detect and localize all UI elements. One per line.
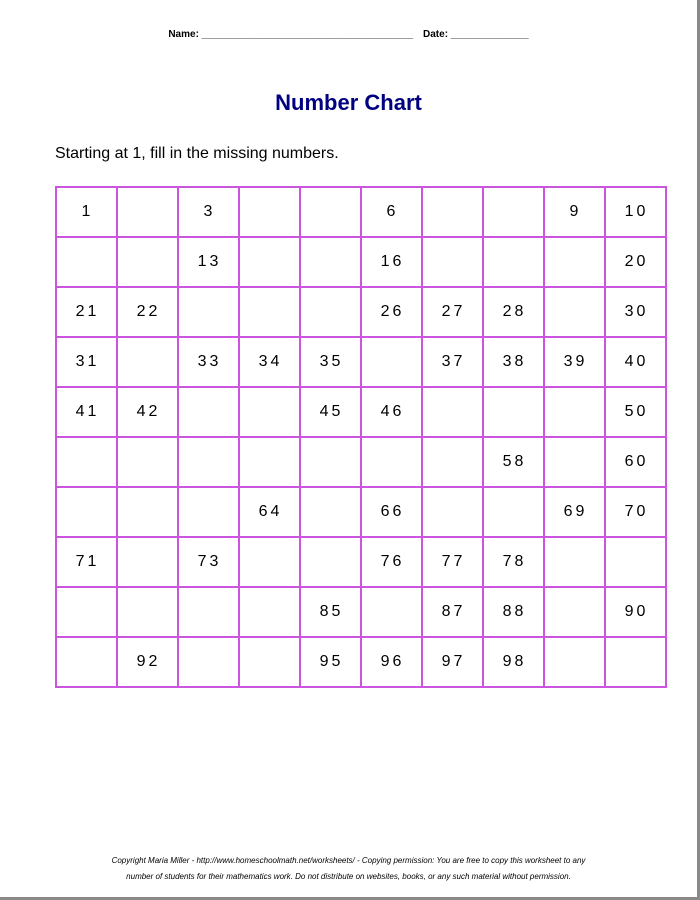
number-cell: 3 — [178, 187, 239, 237]
blank-cell[interactable] — [239, 187, 300, 237]
blank-cell[interactable] — [56, 487, 117, 537]
number-cell: 38 — [483, 337, 544, 387]
chart-row — [56, 237, 666, 287]
number-cell: 97 — [422, 637, 483, 687]
blank-cell[interactable] — [605, 537, 666, 587]
copyright-footer — [0, 853, 697, 885]
number-cell: 71 — [56, 537, 117, 587]
blank-cell[interactable] — [422, 387, 483, 437]
number-cell: 40 — [605, 337, 666, 387]
blank-cell[interactable] — [361, 337, 422, 387]
number-cell: 85 — [300, 587, 361, 637]
blank-cell[interactable] — [300, 237, 361, 287]
blank-cell[interactable] — [544, 587, 605, 637]
blank-cell[interactable] — [178, 287, 239, 337]
blank-cell[interactable] — [239, 387, 300, 437]
blank-cell[interactable] — [422, 437, 483, 487]
footer-line-1: Copyright Maria Miller - http://www.homeschoolmath.net/worksheets/ - Copying permission: You are free to copy this worksheet to any — [111, 856, 586, 865]
blank-cell[interactable] — [300, 437, 361, 487]
name-field: Name: ______________________________________ — [168, 29, 414, 40]
chart-row — [56, 487, 666, 537]
chart-row — [56, 187, 666, 237]
blank-cell[interactable] — [361, 437, 422, 487]
chart-row — [56, 287, 666, 337]
blank-cell[interactable] — [117, 187, 178, 237]
number-cell: 6 — [361, 187, 422, 237]
blank-cell[interactable] — [178, 487, 239, 537]
number-cell: 46 — [361, 387, 422, 437]
number-cell: 77 — [422, 537, 483, 587]
number-cell: 35 — [300, 337, 361, 387]
blank-cell[interactable] — [422, 487, 483, 537]
blank-cell[interactable] — [422, 237, 483, 287]
chart-row — [56, 437, 666, 487]
blank-cell[interactable] — [483, 187, 544, 237]
number-cell: 42 — [117, 387, 178, 437]
blank-cell[interactable] — [483, 487, 544, 537]
footer-line-2: number of students for their mathematics work. Do not distribute on websites, books, or any such material without permission. — [126, 872, 571, 881]
blank-cell[interactable] — [178, 387, 239, 437]
number-cell: 45 — [300, 387, 361, 437]
number-cell: 60 — [605, 437, 666, 487]
blank-cell[interactable] — [544, 287, 605, 337]
number-cell: 33 — [178, 337, 239, 387]
blank-cell[interactable] — [605, 637, 666, 687]
number-cell: 30 — [605, 287, 666, 337]
number-cell: 88 — [483, 587, 544, 637]
blank-cell[interactable] — [117, 337, 178, 387]
number-cell: 73 — [178, 537, 239, 587]
blank-cell[interactable] — [117, 487, 178, 537]
blank-cell[interactable] — [239, 537, 300, 587]
blank-cell[interactable] — [544, 637, 605, 687]
blank-cell[interactable] — [239, 287, 300, 337]
number-cell: 69 — [544, 487, 605, 537]
blank-cell[interactable] — [56, 437, 117, 487]
blank-cell[interactable] — [56, 237, 117, 287]
chart-row — [56, 537, 666, 587]
blank-cell[interactable] — [178, 437, 239, 487]
number-cell: 1 — [56, 187, 117, 237]
number-cell: 90 — [605, 587, 666, 637]
number-cell: 95 — [300, 637, 361, 687]
blank-cell[interactable] — [117, 237, 178, 287]
blank-cell[interactable] — [483, 387, 544, 437]
chart-row — [56, 387, 666, 437]
blank-cell[interactable] — [239, 437, 300, 487]
number-cell: 16 — [361, 237, 422, 287]
blank-cell[interactable] — [56, 587, 117, 637]
blank-cell[interactable] — [117, 587, 178, 637]
date-field: Date: ______________ — [423, 29, 529, 40]
number-cell: 22 — [117, 287, 178, 337]
blank-cell[interactable] — [300, 537, 361, 587]
chart-row — [56, 587, 666, 637]
blank-cell[interactable] — [361, 587, 422, 637]
blank-cell[interactable] — [178, 637, 239, 687]
blank-cell[interactable] — [239, 587, 300, 637]
number-cell: 58 — [483, 437, 544, 487]
number-cell: 66 — [361, 487, 422, 537]
number-cell: 39 — [544, 337, 605, 387]
number-cell: 20 — [605, 237, 666, 287]
number-chart — [55, 186, 667, 688]
blank-cell[interactable] — [239, 237, 300, 287]
chart-row — [56, 337, 666, 387]
chart-row — [56, 637, 666, 687]
number-cell: 41 — [56, 387, 117, 437]
number-cell: 34 — [239, 337, 300, 387]
number-cell: 26 — [361, 287, 422, 337]
number-cell: 37 — [422, 337, 483, 387]
number-cell: 21 — [56, 287, 117, 337]
number-cell: 64 — [239, 487, 300, 537]
instructions-text: Starting at 1, fill in the missing numbers. — [55, 145, 339, 162]
blank-cell[interactable] — [544, 537, 605, 587]
blank-cell[interactable] — [422, 187, 483, 237]
blank-cell[interactable] — [117, 537, 178, 587]
blank-cell[interactable] — [300, 187, 361, 237]
blank-cell[interactable] — [300, 487, 361, 537]
number-cell: 87 — [422, 587, 483, 637]
blank-cell[interactable] — [544, 387, 605, 437]
number-cell: 9 — [544, 187, 605, 237]
page-title: Number Chart — [275, 90, 422, 115]
blank-cell[interactable] — [117, 437, 178, 487]
number-cell: 27 — [422, 287, 483, 337]
blank-cell[interactable] — [544, 237, 605, 287]
number-cell: 10 — [605, 187, 666, 237]
blank-cell[interactable] — [300, 287, 361, 337]
number-cell: 31 — [56, 337, 117, 387]
number-cell: 96 — [361, 637, 422, 687]
number-cell: 92 — [117, 637, 178, 687]
number-cell: 28 — [483, 287, 544, 337]
number-cell: 70 — [605, 487, 666, 537]
number-cell: 50 — [605, 387, 666, 437]
blank-cell[interactable] — [239, 637, 300, 687]
number-cell: 13 — [178, 237, 239, 287]
blank-cell[interactable] — [483, 237, 544, 287]
blank-cell[interactable] — [56, 637, 117, 687]
number-cell: 76 — [361, 537, 422, 587]
blank-cell[interactable] — [178, 587, 239, 637]
number-cell: 78 — [483, 537, 544, 587]
header-fields — [0, 29, 697, 40]
blank-cell[interactable] — [544, 437, 605, 487]
number-cell: 98 — [483, 637, 544, 687]
